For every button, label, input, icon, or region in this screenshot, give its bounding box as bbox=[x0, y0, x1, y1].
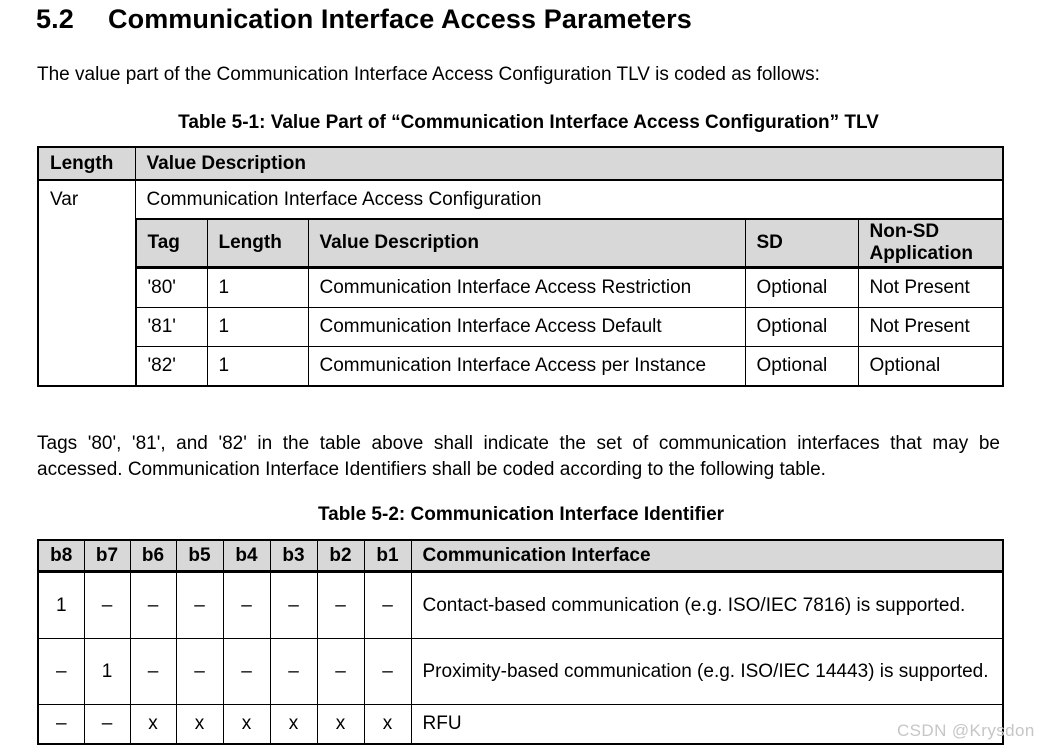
bit-cell: 1 bbox=[38, 572, 84, 639]
interface-description: Proximity-based communication (e.g. ISO/IEC 14443) is supported. bbox=[411, 639, 1003, 705]
header-b4: b4 bbox=[223, 540, 270, 572]
table-row bbox=[136, 347, 1002, 386]
cell-non-sd: Not Present bbox=[858, 308, 1002, 347]
bit-cell: – bbox=[38, 639, 84, 705]
nested-header-length: Length bbox=[207, 220, 308, 268]
nested-header-non-sd-application: Non-SD Application bbox=[858, 220, 1002, 268]
cell-length: 1 bbox=[207, 268, 308, 308]
nested-header-value-description: Value Description bbox=[308, 220, 745, 268]
cell-value-description: Communication Interface Access Restriction bbox=[308, 268, 745, 308]
section-heading bbox=[36, 4, 692, 35]
table1-header-length: Length bbox=[38, 147, 135, 180]
cell-tag: '80' bbox=[136, 268, 207, 308]
bit-cell: – bbox=[130, 572, 176, 639]
bit-cell: – bbox=[317, 572, 364, 639]
bit-cell: – bbox=[364, 572, 411, 639]
header-b5: b5 bbox=[176, 540, 223, 572]
bit-cell: – bbox=[364, 639, 411, 705]
bit-cell: – bbox=[223, 572, 270, 639]
section-title: Communication Interface Access Parameters bbox=[108, 4, 692, 34]
tlv-value-table bbox=[37, 146, 1004, 387]
header-b1: b1 bbox=[364, 540, 411, 572]
header-b3: b3 bbox=[270, 540, 317, 572]
cell-sd: Optional bbox=[745, 347, 858, 386]
table1-header-row bbox=[38, 147, 1003, 180]
intro-text: The value part of the Communication Interface Access Configuration TLV is coded as follows: bbox=[37, 64, 820, 85]
paragraph-line-1: Tags '80', '81', and '82' in the table above shall indicate the set of communication interfaces that may be bbox=[37, 433, 1000, 454]
cell-value-description: Communication Interface Access per Instance bbox=[308, 347, 745, 386]
header-communication-interface: Communication Interface bbox=[411, 540, 1003, 572]
table1-header-value-description: Value Description bbox=[135, 147, 1003, 180]
header-b7: b7 bbox=[84, 540, 130, 572]
nested-table-cell bbox=[135, 219, 1003, 387]
value-description: Communication Interface Access Configuration bbox=[135, 180, 1003, 219]
bit-cell: x bbox=[130, 705, 176, 745]
length-value: Var bbox=[38, 180, 135, 386]
bit-cell: – bbox=[130, 639, 176, 705]
table1-caption: Table 5-1: Value Part of “Communication Interface Access Configuration” TLV bbox=[178, 112, 879, 133]
bit-cell: – bbox=[270, 572, 317, 639]
table-row bbox=[38, 705, 1003, 745]
bit-cell: – bbox=[84, 572, 130, 639]
table-row bbox=[136, 308, 1002, 347]
header-b8: b8 bbox=[38, 540, 84, 572]
table1-row bbox=[38, 180, 1003, 219]
bit-cell: x bbox=[223, 705, 270, 745]
bit-cell: – bbox=[176, 639, 223, 705]
cell-tag: '81' bbox=[136, 308, 207, 347]
bit-cell: – bbox=[176, 572, 223, 639]
bit-cell: 1 bbox=[84, 639, 130, 705]
cell-non-sd: Not Present bbox=[858, 268, 1002, 308]
cell-sd: Optional bbox=[745, 308, 858, 347]
cell-sd: Optional bbox=[745, 268, 858, 308]
interface-description: Contact-based communication (e.g. ISO/IEC 7816) is supported. bbox=[411, 572, 1003, 639]
nested-header-tag: Tag bbox=[136, 220, 207, 268]
interface-description: RFU bbox=[411, 705, 1003, 745]
bit-cell: – bbox=[38, 705, 84, 745]
tags-paragraph bbox=[37, 431, 1000, 483]
table-row bbox=[136, 268, 1002, 308]
paragraph-line-2: accessed. Communication Interface Identifiers shall be coded according to the following table. bbox=[37, 459, 826, 480]
nested-header-sd: SD bbox=[745, 220, 858, 268]
header-b2: b2 bbox=[317, 540, 364, 572]
bit-cell: x bbox=[364, 705, 411, 745]
bit-cell: – bbox=[84, 705, 130, 745]
interface-identifier-table bbox=[37, 539, 1004, 745]
bit-cell: x bbox=[176, 705, 223, 745]
table-row bbox=[38, 572, 1003, 639]
bit-cell: – bbox=[317, 639, 364, 705]
bit-cell: x bbox=[317, 705, 364, 745]
header-b6: b6 bbox=[130, 540, 176, 572]
nested-header-row bbox=[136, 220, 1002, 268]
table2-header-row bbox=[38, 540, 1003, 572]
table-row bbox=[38, 639, 1003, 705]
watermark: CSDN @Krysdon bbox=[897, 721, 1035, 740]
cell-non-sd: Optional bbox=[858, 347, 1002, 386]
cell-length: 1 bbox=[207, 308, 308, 347]
bit-cell: – bbox=[270, 639, 317, 705]
cell-tag: '82' bbox=[136, 347, 207, 386]
table2-caption: Table 5-2: Communication Interface Identifier bbox=[317, 504, 725, 525]
section-number: 5.2 bbox=[36, 4, 74, 34]
cell-length: 1 bbox=[207, 347, 308, 386]
bit-cell: x bbox=[270, 705, 317, 745]
cell-value-description: Communication Interface Access Default bbox=[308, 308, 745, 347]
bit-cell: – bbox=[223, 639, 270, 705]
nested-tag-table bbox=[136, 219, 1003, 385]
